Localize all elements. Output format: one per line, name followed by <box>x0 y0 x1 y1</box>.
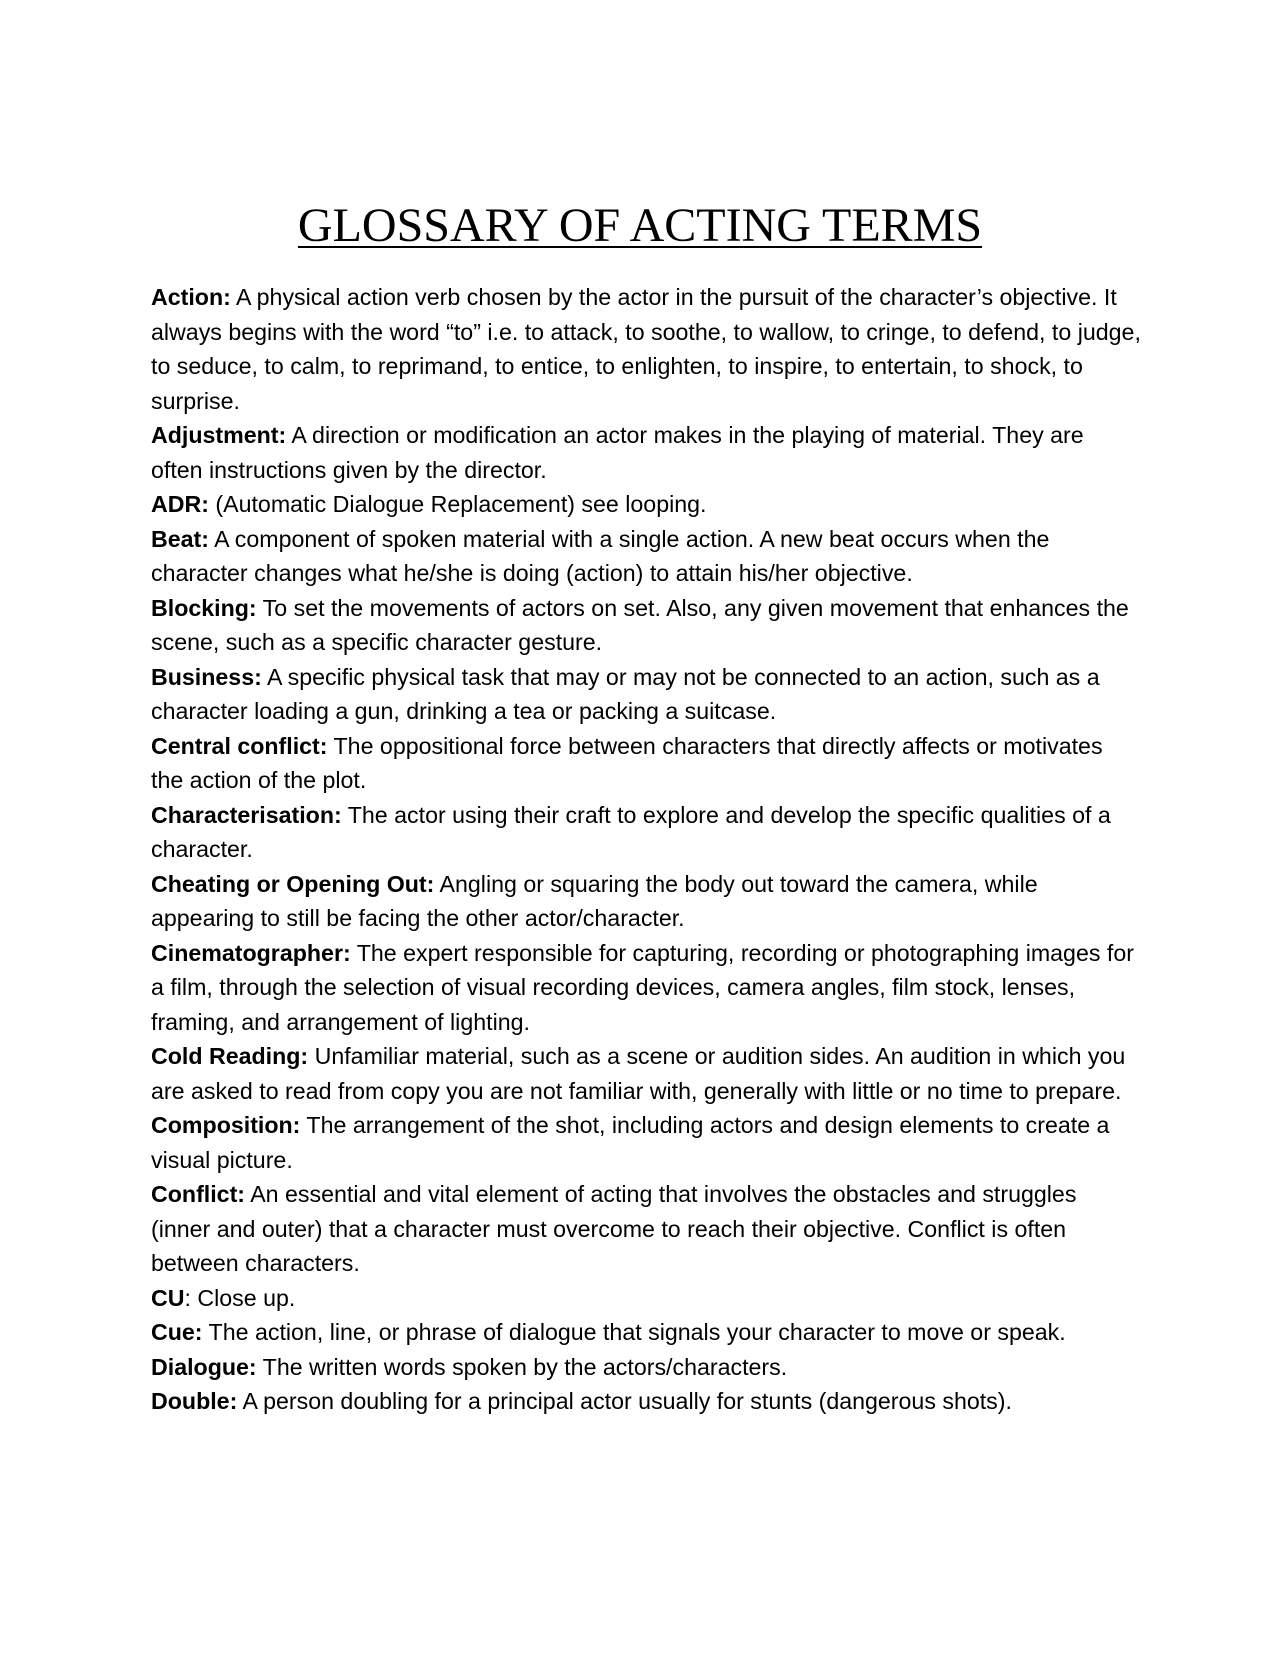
glossary-entry-dialogue <box>151 1350 1141 1385</box>
glossary-term: ADR: <box>151 491 209 517</box>
glossary-entry-action <box>151 280 1141 418</box>
glossary-entry-cinematographer <box>151 936 1141 1040</box>
page-title-text: GLOSSARY OF ACTING TERMS <box>297 199 983 252</box>
glossary-entry-blocking <box>151 591 1141 660</box>
glossary-entry-double <box>151 1384 1141 1419</box>
glossary-definition: A physical action verb chosen by the actor in the pursuit of the character’s objective. It always begins with the word “to” i.e. to attack, to soothe, to wallow, to cringe, to defend, to judge, to seduce, to calm, to reprimand, to entice, to enlighten, to inspire, to entertain, to shock, to surprise. <box>151 284 1141 414</box>
glossary-definition: Unfamiliar material, such as a scene or audition sides. An audition in which you are asked to read from copy you are not familiar with, generally with little or no time to prepare. <box>151 1043 1126 1104</box>
glossary-entry-adr <box>151 487 1141 522</box>
glossary-term: Adjustment: <box>151 422 287 448</box>
glossary-term: Dialogue: <box>151 1353 257 1380</box>
glossary-definition: To set the movements of actors on set. Also, any given movement that enhances the scene, such as a specific character gesture. <box>151 594 1129 655</box>
glossary-definition: A person doubling for a principal actor usually for stunts (dangerous shots). <box>237 1388 1012 1414</box>
page-title <box>0 196 1280 256</box>
glossary-term: Blocking: <box>151 594 257 621</box>
glossary-definition: (Automatic Dialogue Replacement) see looping. <box>208 491 707 517</box>
glossary-term: Conflict: <box>151 1181 246 1207</box>
glossary-definition: The written words spoken by the actors/characters. <box>256 1353 788 1380</box>
glossary-entry-cold-reading <box>151 1039 1141 1108</box>
glossary-definition: The expert responsible for capturing, recording or photographing images for a film, through the selection of visual recording devices, camera angles, film stock, lenses, framing, and arrangement of lighting. <box>151 939 1134 1035</box>
glossary-term: Central conflict: <box>151 732 328 759</box>
glossary-definition: The arrangement of the shot, including actors and design elements to create a visual picture. <box>151 1112 1110 1173</box>
glossary-entry-central-conflict <box>151 729 1141 798</box>
glossary-entry-composition <box>151 1108 1141 1177</box>
glossary-term: Cheating or Opening Out: <box>151 870 435 897</box>
glossary-term: CU <box>151 1284 185 1311</box>
glossary-definition: : Close up. <box>184 1284 296 1311</box>
glossary-entry-cue <box>151 1315 1141 1350</box>
glossary-term: Cold Reading: <box>151 1043 309 1069</box>
glossary-definition: An essential and vital element of acting that involves the obstacles and struggles (inner and outer) that a character must overcome to reach their objective. Conflict is often between characters. <box>151 1181 1077 1276</box>
glossary-entry-conflict <box>151 1177 1141 1281</box>
glossary-entry-characterisation <box>151 798 1141 867</box>
glossary-term: Cue: <box>151 1319 203 1345</box>
glossary-definition: A component of spoken material with a single action. A new beat occurs when the character changes what he/she is doing (action) to attain his/her objective. <box>151 525 1050 586</box>
glossary-term: Cinematographer: <box>151 939 351 966</box>
glossary-definition: The oppositional force between characters that directly affects or motivates the action of the plot. <box>151 732 1103 793</box>
glossary-term: Composition: <box>151 1112 301 1138</box>
glossary-list <box>151 280 1141 1419</box>
glossary-term: Double: <box>151 1388 238 1414</box>
glossary-term: Characterisation: <box>151 801 342 828</box>
glossary-definition: A specific physical task that may or may not be connected to an action, such as a character loading a gun, drinking a tea or packing a suitcase. <box>151 663 1100 724</box>
glossary-definition: The action, line, or phrase of dialogue that signals your character to move or speak. <box>202 1319 1066 1345</box>
glossary-entry-adjustment <box>151 418 1141 487</box>
glossary-term: Business: <box>151 663 262 690</box>
glossary-definition: A direction or modification an actor makes in the playing of material. They are often instructions given by the director. <box>151 422 1084 483</box>
glossary-entry-cu <box>151 1281 1141 1316</box>
glossary-entry-cheating <box>151 867 1141 936</box>
glossary-term: Beat: <box>151 525 209 552</box>
glossary-definition: The actor using their craft to explore and develop the specific qualities of a character. <box>151 801 1111 862</box>
glossary-entry-business <box>151 660 1141 729</box>
glossary-term: Action: <box>151 284 231 310</box>
glossary-entry-beat <box>151 522 1141 591</box>
glossary-definition: Angling or squaring the body out toward the camera, while appearing to still be facing the other actor/character. <box>151 870 1038 931</box>
